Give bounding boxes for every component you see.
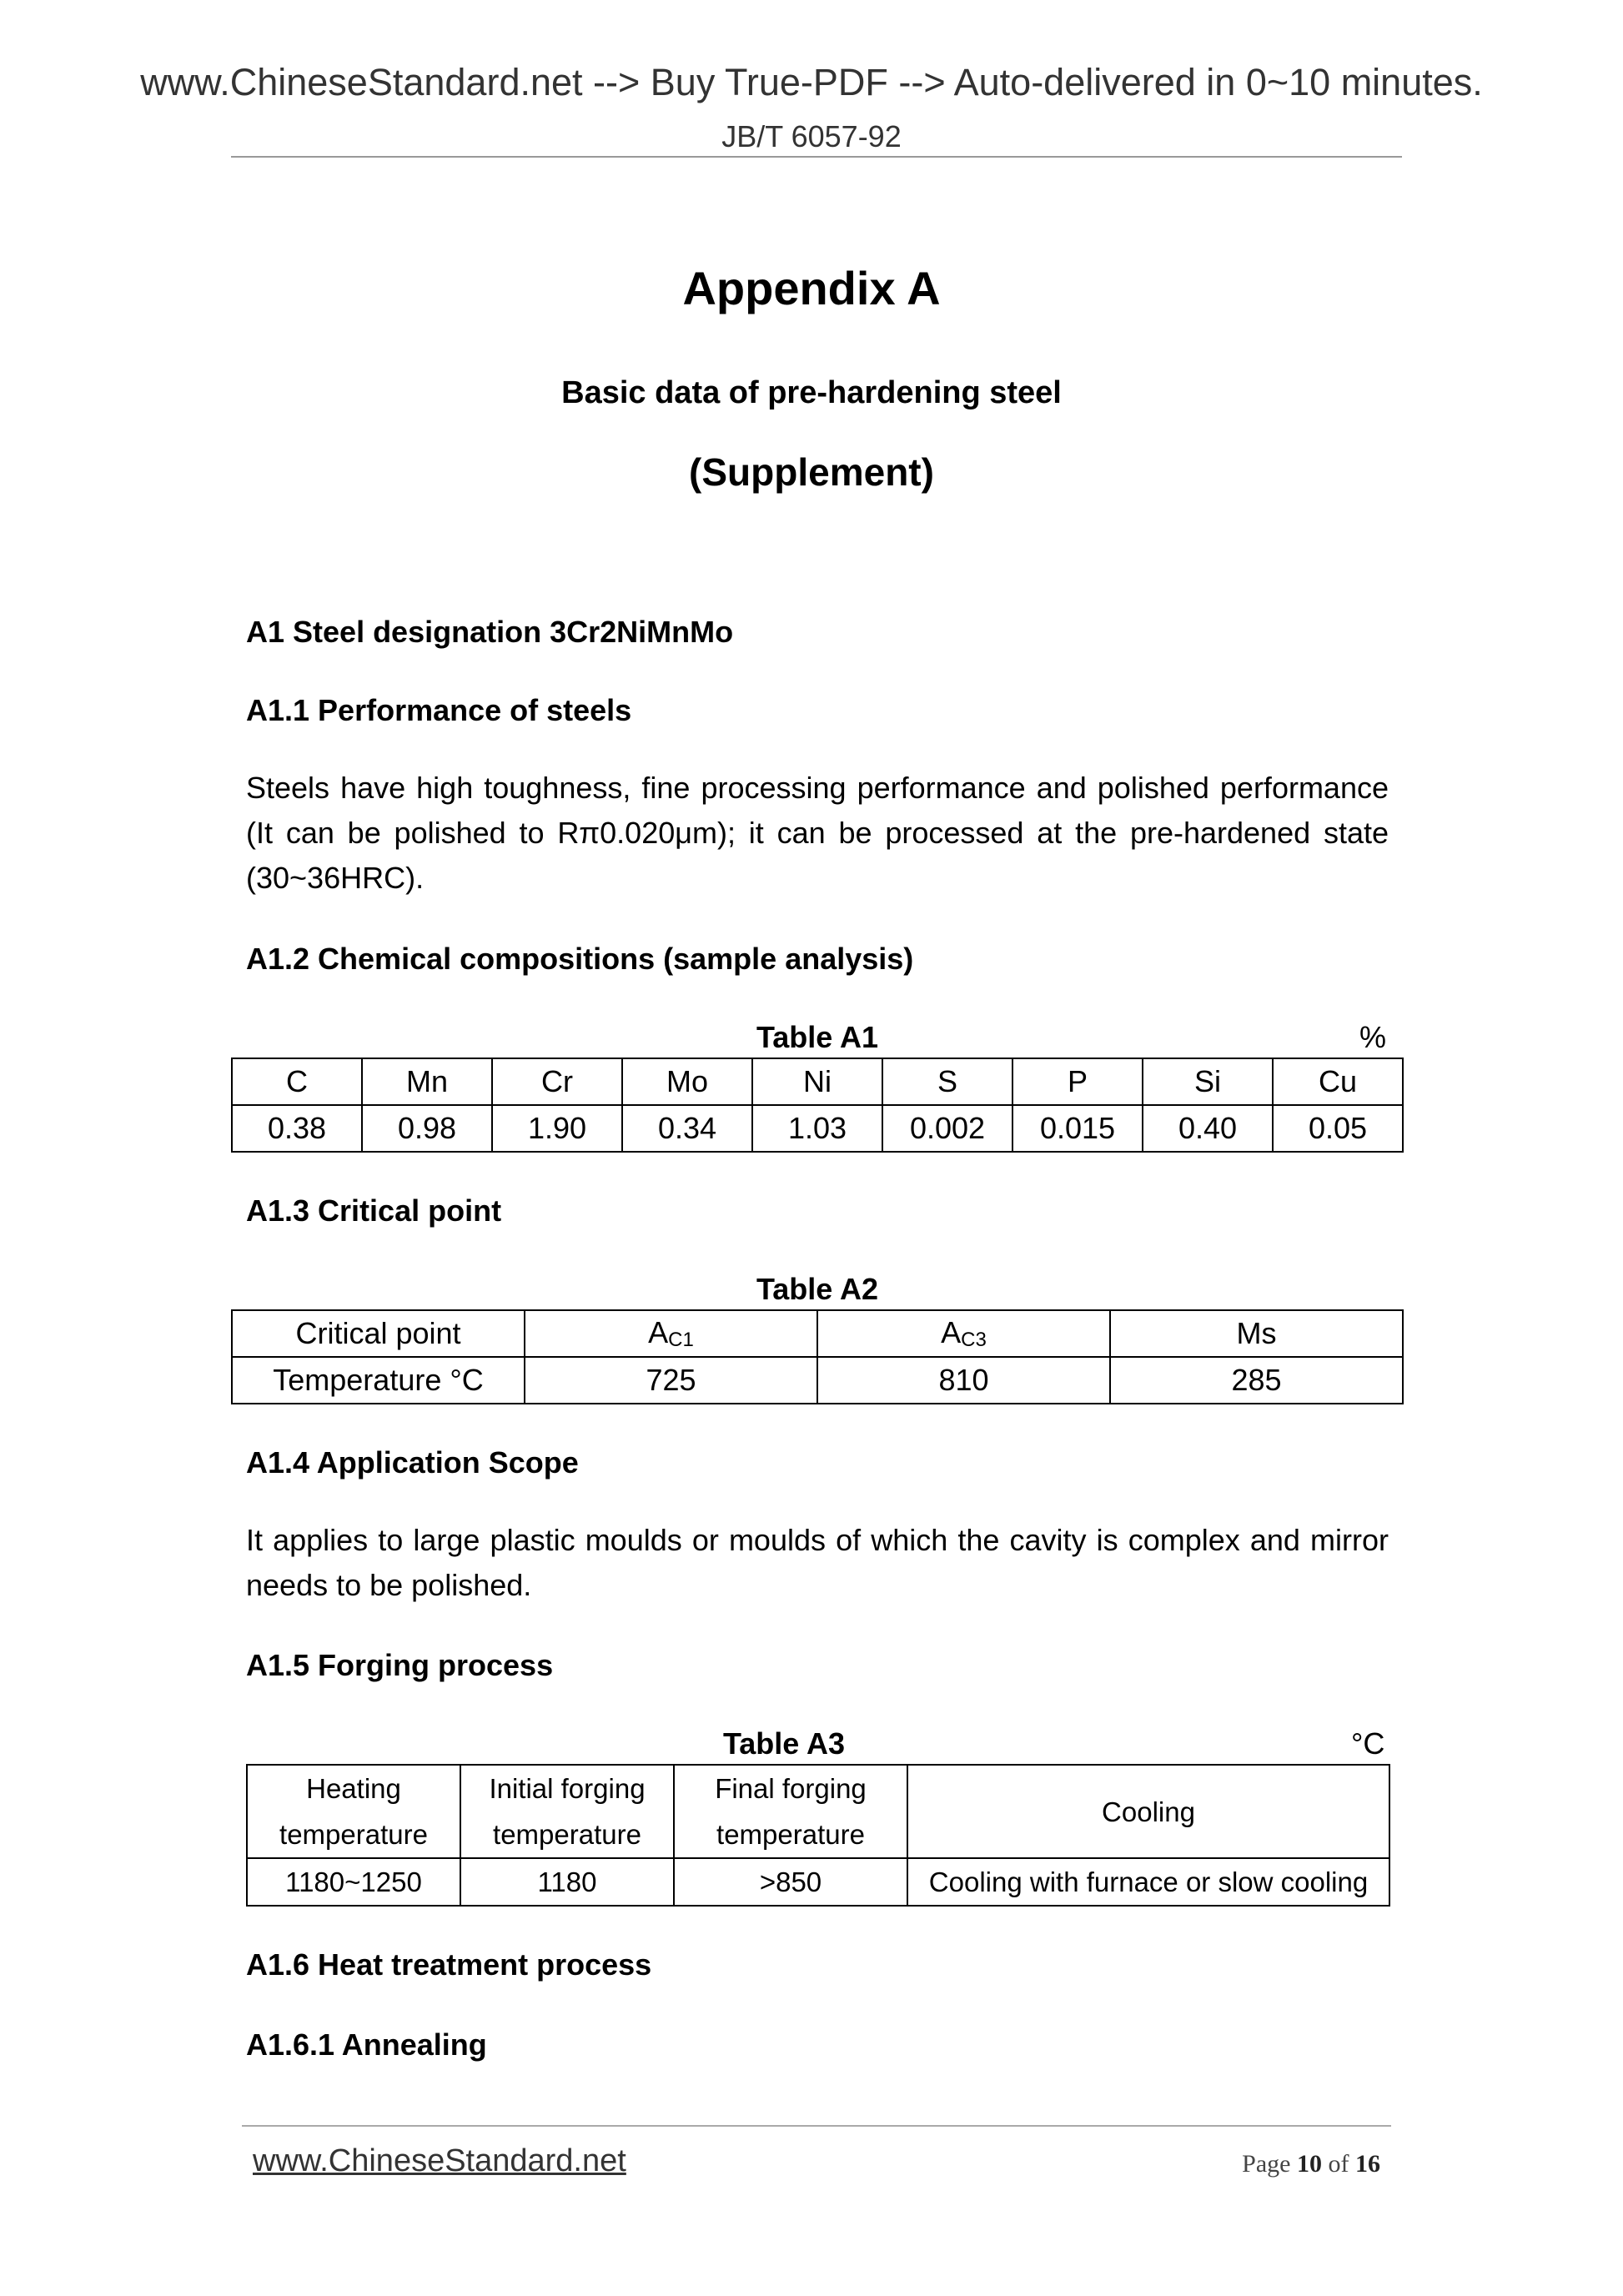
ac1-subscript: C1 bbox=[668, 1328, 694, 1351]
heading-a1-6-1: A1.6.1 Annealing bbox=[246, 2027, 487, 2062]
heading-a1-3: A1.3 Critical point bbox=[246, 1193, 502, 1228]
footer-link[interactable]: www.ChineseStandard.net bbox=[253, 2143, 626, 2178]
table-a2-value-ac3: 810 bbox=[817, 1357, 1110, 1404]
appendix-subtitle: Basic data of pre-hardening steel bbox=[561, 375, 1062, 410]
table-a1-header-si: Si bbox=[1143, 1058, 1273, 1105]
page-current: 10 bbox=[1297, 2150, 1322, 2178]
table-a1-header-cr: Cr bbox=[492, 1058, 622, 1105]
table-a2 bbox=[231, 1309, 1404, 1404]
table-a3-value-cooling: Cooling with furnace or slow cooling bbox=[907, 1858, 1389, 1906]
paragraph-performance: Steels have high toughness, fine processing performance and polished performance (It can be polished to Rπ0.020μm); it can be processed at the pre-hardened state (30~36HRC). bbox=[246, 771, 1389, 895]
ac3-subscript: C3 bbox=[961, 1328, 987, 1351]
header-initial-line1: Initial forging bbox=[489, 1773, 646, 1804]
heading-a1-2: A1.2 Chemical compositions (sample analysis) bbox=[246, 942, 914, 976]
ac3-main: A bbox=[941, 1314, 962, 1349]
page-total: 16 bbox=[1355, 2150, 1380, 2178]
table-a1-value-cu: 0.05 bbox=[1273, 1105, 1403, 1152]
table-a3-value-final: >850 bbox=[674, 1858, 907, 1906]
table-a1-header-ni: Ni bbox=[752, 1058, 882, 1105]
table-a2-header-row bbox=[232, 1310, 1403, 1357]
table-a2-critical-point-label: Critical point bbox=[232, 1310, 525, 1357]
table-a3-header-cooling: Cooling bbox=[907, 1765, 1389, 1858]
header-initial-line2: temperature bbox=[493, 1819, 641, 1850]
table-a1-value-mo: 0.34 bbox=[622, 1105, 752, 1152]
table-a2-value-ac1: 725 bbox=[525, 1357, 817, 1404]
appendix-supplement: (Supplement) bbox=[689, 450, 934, 494]
table-a1-header-p: P bbox=[1012, 1058, 1143, 1105]
header-heating-line2: temperature bbox=[279, 1819, 428, 1850]
table-a1-value-c: 0.38 bbox=[232, 1105, 362, 1152]
table-a1-unit: % bbox=[1359, 1020, 1387, 1054]
heading-a1-5: A1.5 Forging process bbox=[246, 1648, 554, 1682]
footer-divider bbox=[242, 2125, 1391, 2127]
table-a3-header-row bbox=[247, 1765, 1389, 1858]
header-divider bbox=[231, 156, 1402, 158]
table-a1 bbox=[231, 1058, 1404, 1153]
table-a2-caption: Table A2 bbox=[756, 1272, 879, 1306]
table-a3-value-initial: 1180 bbox=[460, 1858, 674, 1906]
table-a1-value-row bbox=[232, 1105, 1403, 1152]
table-a3 bbox=[246, 1764, 1390, 1907]
header-banner[interactable]: www.ChineseStandard.net --> Buy True-PDF --> Auto-delivered in 0~10 minutes. bbox=[140, 61, 1483, 103]
header-heating-line1: Heating bbox=[306, 1773, 401, 1804]
table-a1-header-cu: Cu bbox=[1273, 1058, 1403, 1105]
table-a3-unit: °C bbox=[1351, 1726, 1385, 1761]
page-word: Page bbox=[1242, 2150, 1291, 2178]
paragraph-application: It applies to large plastic moulds or moulds of which the cavity is complex and mirror needs to be polished. bbox=[246, 1523, 1389, 1602]
heading-a1-4: A1.4 Application Scope bbox=[246, 1445, 579, 1480]
table-a1-value-s: 0.002 bbox=[882, 1105, 1012, 1152]
table-a2-temperature-label: Temperature °C bbox=[232, 1357, 525, 1404]
table-a1-value-ni: 1.03 bbox=[752, 1105, 882, 1152]
table-a3-value-row bbox=[247, 1858, 1389, 1906]
table-a2-ac3 bbox=[817, 1310, 1110, 1357]
heading-a1-1: A1.1 Performance of steels bbox=[246, 693, 632, 727]
table-a2-ac1 bbox=[525, 1310, 817, 1357]
table-a3-header-initial bbox=[460, 1765, 674, 1858]
table-a1-value-si: 0.40 bbox=[1143, 1105, 1273, 1152]
table-a2-value-ms: 285 bbox=[1110, 1357, 1403, 1404]
table-a1-value-mn: 0.98 bbox=[362, 1105, 492, 1152]
page-indicator bbox=[1242, 2152, 1380, 2177]
table-a1-header-row bbox=[232, 1058, 1403, 1105]
appendix-title: Appendix A bbox=[682, 262, 941, 314]
header-final-line1: Final forging bbox=[715, 1773, 867, 1804]
table-a1-header-c: C bbox=[232, 1058, 362, 1105]
heading-a1: A1 Steel designation 3Cr2NiMnMo bbox=[246, 615, 734, 649]
table-a1-header-mn: Mn bbox=[362, 1058, 492, 1105]
table-a1-value-p: 0.015 bbox=[1012, 1105, 1143, 1152]
standard-number: JB/T 6057-92 bbox=[721, 119, 902, 153]
table-a3-header-final bbox=[674, 1765, 907, 1858]
table-a2-value-row bbox=[232, 1357, 1403, 1404]
table-a1-caption: Table A1 bbox=[756, 1020, 879, 1054]
table-a3-value-heating: 1180~1250 bbox=[247, 1858, 460, 1906]
table-a1-header-s: S bbox=[882, 1058, 1012, 1105]
ac1-main: A bbox=[648, 1314, 669, 1349]
table-a3-caption: Table A3 bbox=[722, 1726, 846, 1761]
table-a1-header-mo: Mo bbox=[622, 1058, 752, 1105]
table-a3-header-heating bbox=[247, 1765, 460, 1858]
table-a2-ms: Ms bbox=[1110, 1310, 1403, 1357]
heading-a1-6: A1.6 Heat treatment process bbox=[246, 1947, 652, 1982]
header-final-line2: temperature bbox=[716, 1819, 865, 1850]
page-of: of bbox=[1328, 2150, 1349, 2178]
table-a1-value-cr: 1.90 bbox=[492, 1105, 622, 1152]
